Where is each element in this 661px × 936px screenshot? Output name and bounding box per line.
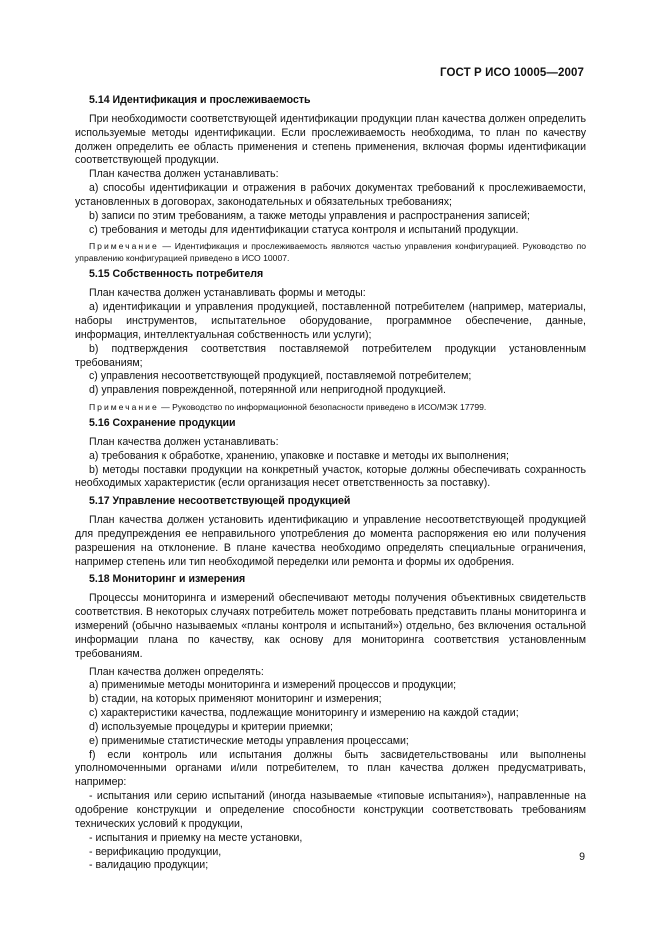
note-text: — Руководство по информационной безопасности приведено в ИСО/МЭК 17799. — [158, 402, 487, 413]
paragraph: Процессы мониторинга и измерений обеспечивают методы получения объективных свидетельств соответствия. В некоторых случаях потребитель может потребовать представить планы мониторинга и измерений (обычно называемых «планы контроля и испытаний») отдельно, без включения остальной информации плана по качеству, как основу для мониторинга соответствия установленным требованиям. — [75, 592, 586, 660]
list-item: b) подтверждения соответствия поставляемой потребителем продукции установленным требованиям; — [75, 342, 586, 369]
paragraph: План качества должен устанавливать: — [89, 435, 279, 448]
list-item: a) применимые методы мониторинга и измерений процессов и продукции; — [89, 679, 457, 692]
note-label: Примечание — [89, 241, 159, 252]
section-heading-5-16: 5.16 Сохранение продукции — [89, 417, 236, 430]
list-item: a) способы идентификации и отражения в рабочих документах требований к прослеживаемости, установленных в договорах, законодательных и обязательных требованиях; — [75, 182, 586, 208]
page-number: 9 — [579, 851, 585, 863]
note-label: Примечание — [89, 402, 159, 413]
list-item: b) стадии, на которых применяют мониторинг и измерения; — [89, 693, 382, 706]
paragraph: План качества должен устанавливать формы и методы: — [89, 287, 366, 300]
list-item-dash: - валидацию продукции; — [89, 859, 209, 872]
list-item: b) методы поставки продукции на конкретный участок, которые должны обеспечивать сохранность необходимых характеристик (если организация несет ответственность за поставку). — [75, 463, 586, 490]
list-item: a) идентификации и управления продукцией, поставленной потребителем (например, материалы, наборы инструментов, испытательное оборудование, программное обеспечение, данные, информация, интеллектуальная собственность или услуги); — [75, 301, 586, 341]
section-heading-5-18: 5.18 Мониторинг и измерения — [89, 573, 246, 586]
paragraph: План качества должен установить идентификацию и управление несоответствующей продукцией для предупреждения ее неправильного употребления до момента распоряжения ею или получения разрешения на отклонение. В плане качества необходимо определять специальные ограничения, например степень или тип необходимой переделки или ремонта и формы их одобрения. — [75, 514, 586, 568]
note-text: — Идентификация и прослеживаемость являются частью управления конфигурацией. Руководство по управлению конфигурацией приведено в ИСО 10007. — [75, 241, 586, 264]
list-item-dash: - верификацию продукции, — [89, 845, 222, 858]
document-body — [75, 94, 586, 873]
list-item: d) используемые процедуры и критерии приемки; — [89, 720, 333, 733]
paragraph: План качества должен устанавливать: — [89, 168, 279, 181]
section-heading-5-17: 5.17 Управление несоответствующей продукцией — [89, 495, 351, 508]
list-item: c) характеристики качества, подлежащие мониторингу и измерению на каждой стадии; — [89, 707, 519, 720]
section-heading-5-15: 5.15 Собственность потребителя — [89, 268, 264, 281]
note — [75, 240, 586, 264]
list-item: d) управления поврежденной, потерянной или непригодной продукцией. — [89, 384, 447, 397]
section-heading-5-14: 5.14 Идентификация и прослеживаемость — [89, 94, 311, 106]
note — [75, 401, 586, 413]
document-header-id: ГОСТ Р ИСО 10005—2007 — [439, 67, 584, 79]
paragraph: При необходимости соответствующей идентификации продукции план качества должен определить используемые методы идентификации. Если прослеживаемость необходима, то план по качеству должен определить ее область применения и степень применения, включая формы идентификации соответствующей продукции. — [75, 112, 586, 167]
list-item-dash: - испытания или серию испытаний (иногда называемые «типовые испытания»), направленные на одобрение конструкции и определение способности конструкции соответствовать требованиям технических условий к продукции, — [75, 790, 586, 830]
list-item: a) требования к обработке, хранению, упаковке и поставке и методы их выполнения; — [89, 449, 509, 462]
list-item: c) управления несоответствующей продукцией, поставляемой потребителем; — [89, 370, 472, 383]
list-item: f) если контроль или испытания должны быть засвидетельствованы или выполнены уполномоченными органами и/или потребителем, то план качества должен предусматривать, например: — [75, 748, 586, 789]
list-item: b) записи по этим требованиям, а также методы управления и распространения записей; — [89, 209, 530, 222]
list-item-dash: - испытания и приемку на месте установки, — [89, 831, 303, 844]
paragraph: План качества должен определять: — [89, 665, 264, 678]
list-item: e) применимые статистические методы управления процессами; — [89, 734, 409, 747]
list-item: c) требования и методы для идентификации статуса контроля и испытаний продукции. — [89, 223, 519, 236]
